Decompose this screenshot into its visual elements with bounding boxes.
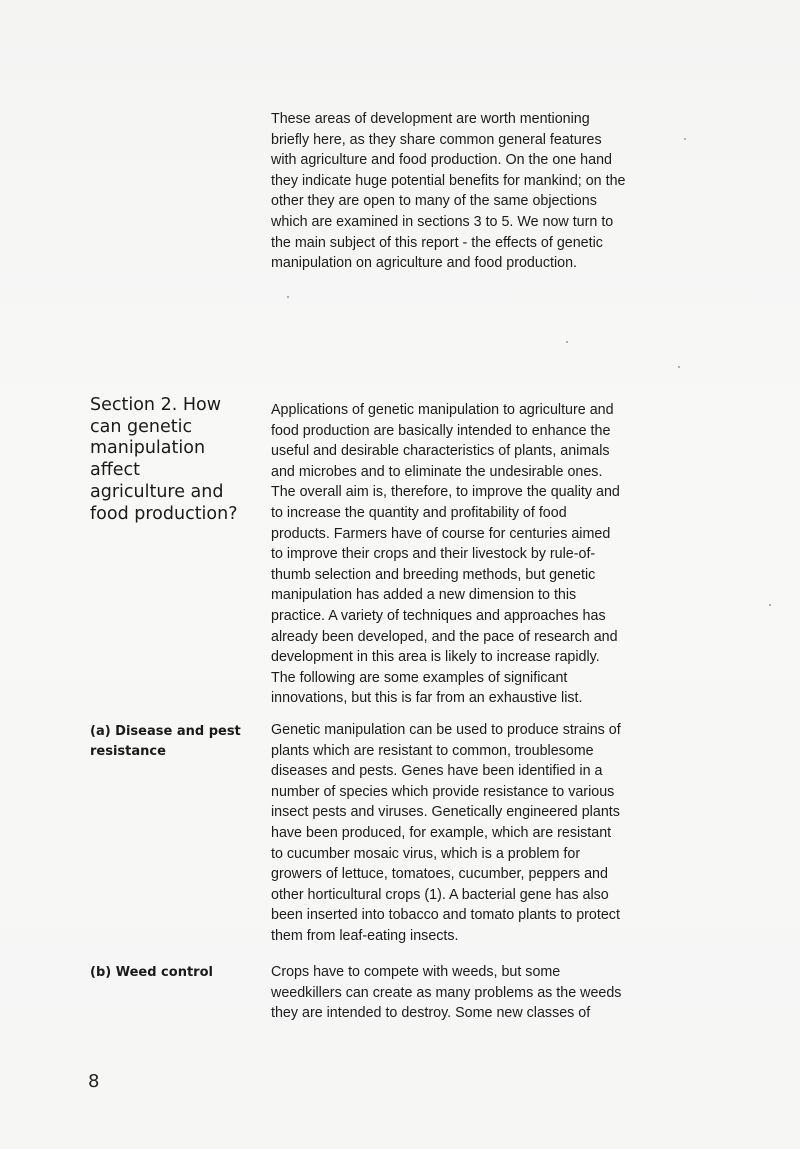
disease-pest-resistance-paragraph: Genetic manipulation can be used to produce strains of plants which are resistant to common, troublesome diseases and pests. Genes have been identified in a number of species which provide resistance to various insect pests and viruses. Genetically engineered plants have been produced, for example, which are resistant to cucumber mosaic virus, which is a problem for growers of lettuce, tomatoes, cucumber, peppers and other horticultural crops (1). A bacterial gene has also been inserted into tobacco and tomato plants to protect them from leaf-eating insects. [271, 722, 621, 944]
page-number: 8 [88, 1071, 100, 1092]
disease-pest-resistance-heading: (a) Disease and pest resistance [90, 724, 241, 759]
section-2-paragraph: Applications of genetic manipulation to agriculture and food production are basically intended to enhance the useful and desirable characteristics of plants, animals and microbes and to eliminate the undesirable ones. The overall aim is, therefore, to improve the quality and to increase the quantity and profitability of food products. Farmers have of course for centuries aimed to improve their crops and their livestock by rule-of-thumb selection and breeding methods, but genetic manipulation has added a new dimension to this practice. A variety of techniques and approaches has already been developed, and the pace of research and development in this area is likely to increase rapidly. The following are some examples of significant innovations, but this is far from an exhaustive list. [271, 402, 620, 707]
scan-speck [684, 138, 686, 140]
weed-control-heading: (b) Weed control [90, 965, 213, 980]
scan-speck [566, 341, 568, 343]
weed-control-paragraph: Crops have to compete with weeds, but some weedkillers can create as many problems as the weeds they are intended to destroy. Some new classes of [271, 964, 622, 1022]
scan-speck [678, 366, 680, 368]
scan-speck [287, 296, 289, 298]
intro-paragraph: These areas of development are worth mentioning briefly here, as they share common general features with agriculture and food production. On the one hand they indicate huge potential benefits for mankind; on the other they are open to many of the same objections which are examined in sections 3 to 5. We now turn to the main subject of this report - the effects of genetic manipulation on agriculture and food production. [271, 111, 626, 272]
scan-speck [769, 604, 771, 606]
section-2-heading: Section 2. How can genetic manipulation affect agriculture and food production? [90, 395, 238, 524]
